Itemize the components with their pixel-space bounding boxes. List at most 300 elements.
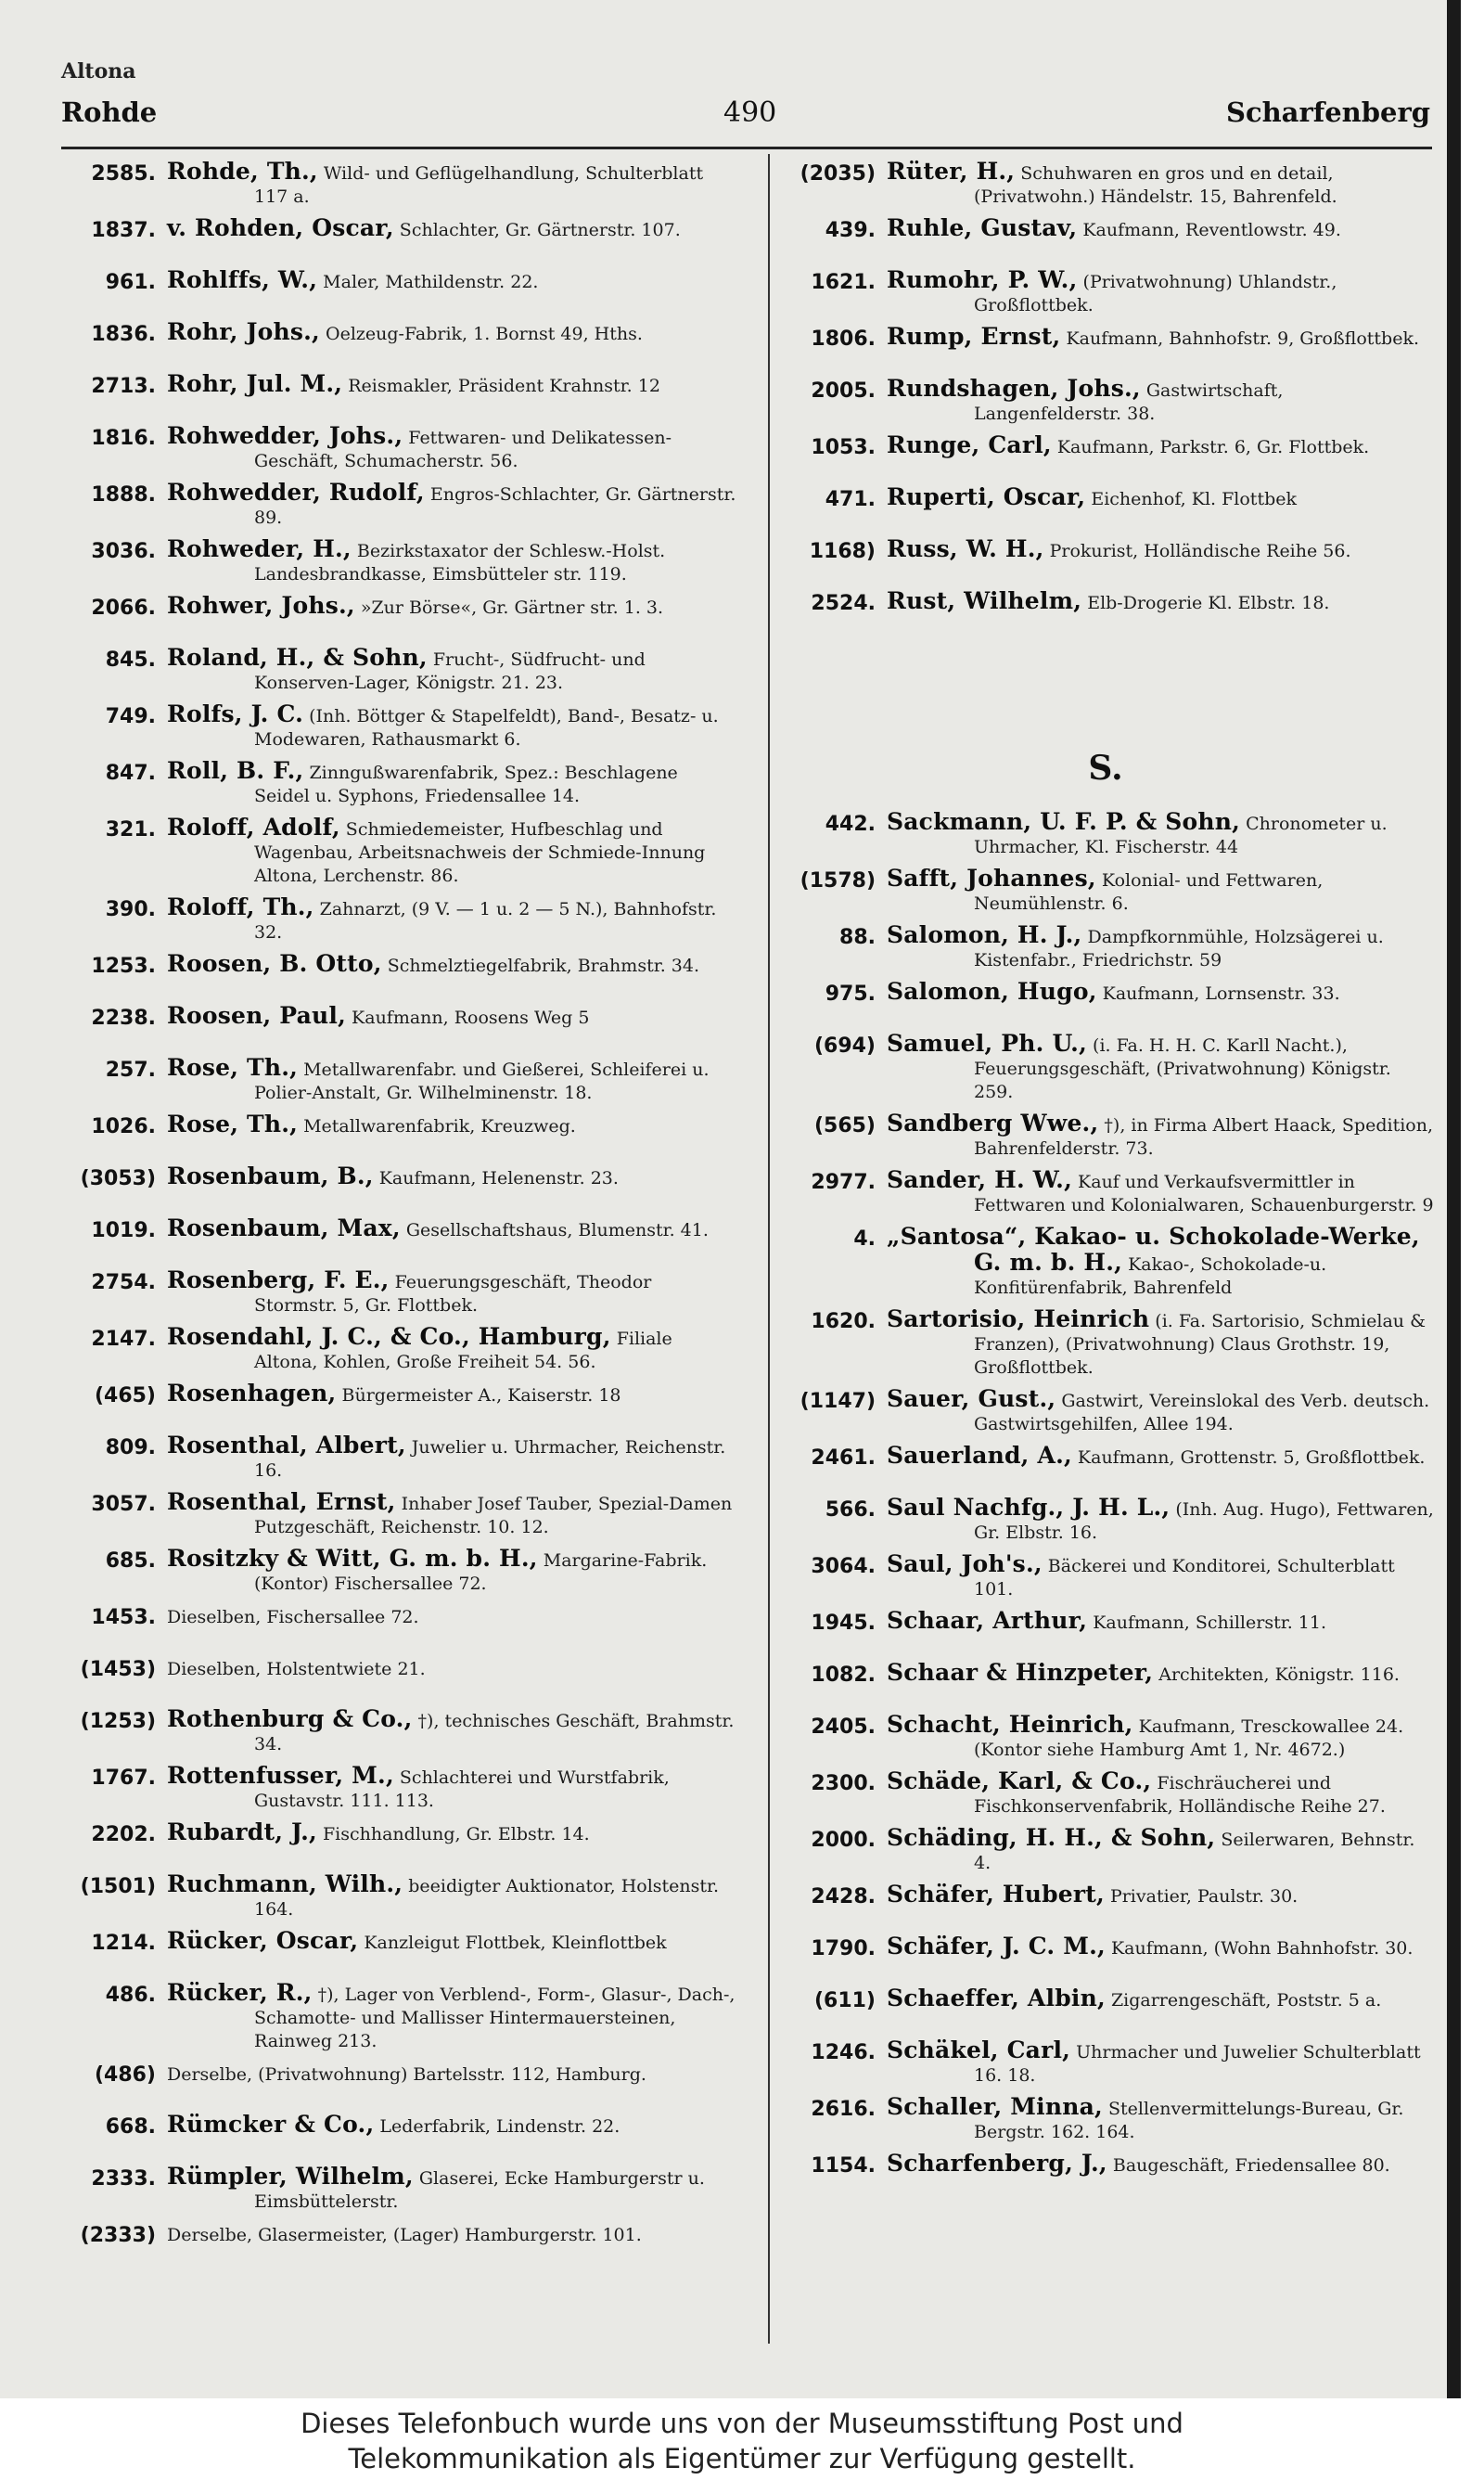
subscriber-name: Samuel, Ph. U.,	[887, 1030, 1087, 1057]
phone-number: 442.	[825, 813, 876, 836]
subscriber-name: Salomon, Hugo,	[887, 978, 1097, 1005]
directory-entry	[56, 2061, 738, 2105]
directory-entry	[56, 1655, 738, 1700]
directory-entry	[775, 1387, 1436, 1436]
entry-text	[887, 1882, 1436, 1908]
directory-entry	[56, 424, 738, 473]
phone-number: 2977.	[811, 1171, 876, 1194]
subscriber-name: Rosenthal, Albert,	[167, 1432, 406, 1458]
phone-number: 1816.	[91, 427, 156, 450]
entry-text	[167, 1655, 738, 1681]
directory-entry	[775, 377, 1436, 426]
subscriber-details: Fettwaren- und Delikatessen-Geschäft, Schumacherstr. 56.	[254, 428, 672, 471]
subscriber-name: Sauerland, A.,	[887, 1442, 1072, 1469]
subscriber-details: Lederfabrik, Lindenstr. 22.	[379, 2116, 620, 2137]
subscriber-details: Frucht-, Südfrucht- und Konserven-Lager, Königstr. 21. 23.	[254, 649, 646, 693]
subscriber-name: Rosenberg, F. E.,	[167, 1266, 390, 1293]
subscriber-name: Rücker, Oscar,	[167, 1927, 359, 1954]
phone-number: 1453.	[91, 1606, 156, 1629]
section-letter: S.	[1088, 749, 1123, 788]
phone-number: (3053)	[80, 1167, 156, 1190]
subscriber-details: Dieselben, Holstentwiete 21.	[167, 1659, 426, 1679]
entry-text	[887, 1934, 1436, 1960]
subscriber-details: Fischhandlung, Gr. Elbstr. 14.	[322, 1824, 590, 1844]
entry-text	[167, 1164, 738, 1190]
entry-text	[887, 1986, 1436, 2012]
entry-text	[887, 2152, 1436, 2178]
phone-number: 2066.	[91, 597, 156, 620]
phone-number: 1945.	[811, 1612, 876, 1635]
directory-entry	[56, 1216, 738, 1261]
entry-text	[167, 759, 738, 808]
directory-entry	[56, 1112, 738, 1157]
entry-text	[167, 2221, 738, 2247]
subscriber-details: Feuerungsgeschäft, Theodor Stormstr. 5, Gr. Flottbek.	[254, 1272, 652, 1316]
subscriber-details: Oelzeug-Fabrik, 1. Bornst 49, Hths.	[326, 324, 643, 344]
subscriber-details: Kauf und Verkaufsvermittler in Fettwaren und Kolonialwaren, Schauenburgerstr. 9	[974, 1172, 1434, 1215]
entry-text	[887, 867, 1436, 916]
entry-text	[167, 1056, 738, 1105]
subscriber-name: Rolfs, J. C.	[167, 700, 304, 727]
subscriber-name: Rumohr, P. W.,	[887, 266, 1078, 293]
subscriber-details: Glaserei, Ecke Hamburgerstr u. Eimsbüttelerstr.	[254, 2168, 705, 2212]
subscriber-details: (Inh. Aug. Hugo), Fettwaren, Gr. Elbstr. 16.	[974, 1499, 1434, 1543]
subscriber-name: Rosenthal, Ernst,	[167, 1488, 396, 1515]
subscriber-details: Juwelier u. Uhrmacher, Reichenstr. 16.	[254, 1437, 726, 1481]
entry-text	[167, 268, 738, 294]
directory-entry	[775, 268, 1436, 317]
directory-entry	[775, 160, 1436, 209]
entry-text	[167, 2113, 738, 2139]
directory-entry	[56, 2165, 738, 2214]
subscriber-details: Metallwarenfabr. und Gießerei, Schleiferei u. Polier-Anstalt, Gr. Wilhelminenstr. 18.	[254, 1060, 710, 1103]
footer-line-1: Dieses Telefonbuch wurde uns von der Museumsstiftung Post und	[301, 2408, 1183, 2439]
subscriber-name: Russ, W. H.,	[887, 535, 1044, 562]
subscriber-name: Saul, Joh's.,	[887, 1550, 1043, 1577]
directory-entry	[775, 1552, 1436, 1601]
phone-number: (694)	[813, 1034, 876, 1058]
entry-text	[887, 1661, 1436, 1687]
directory-entry	[775, 867, 1436, 916]
subscriber-details: Zinngußwarenfabrik, Spez.: Beschlagene Seidel u. Syphons, Friedensallee 14.	[254, 763, 678, 806]
directory-entry	[56, 320, 738, 365]
phone-number: 2147.	[91, 1328, 156, 1351]
entry-text	[167, 1112, 738, 1138]
phone-number: (1501)	[80, 1875, 156, 1898]
phone-number: 1837.	[91, 219, 156, 242]
phone-number: 685.	[105, 1549, 156, 1573]
phone-number: 1026.	[91, 1115, 156, 1138]
directory-entry	[775, 1661, 1436, 1705]
entry-text	[887, 1552, 1436, 1601]
entry-text	[167, 1872, 738, 1921]
subscriber-details: Kaufmann, (Wohn Bahnhofstr. 30.	[1110, 1938, 1414, 1959]
subscriber-name: Rohwedder, Rudolf,	[167, 479, 425, 506]
phone-number: 2754.	[91, 1271, 156, 1294]
subscriber-name: Rohwer, Johs.,	[167, 592, 355, 619]
directory-entry	[775, 589, 1436, 634]
directory-entry	[775, 1032, 1436, 1104]
subscriber-details: Kaufmann, Grottenstr. 5, Großflottbek.	[1077, 1447, 1426, 1468]
subscriber-details: Stellenvermittelungs-Bureau, Gr. Bergstr. 162. 164.	[974, 2099, 1404, 2142]
phone-number: 1168)	[809, 540, 876, 563]
directory-entry	[56, 1268, 738, 1317]
phone-number: 1246.	[811, 2041, 876, 2064]
entry-text	[167, 216, 738, 242]
entry-text	[167, 646, 738, 695]
left-column	[56, 160, 738, 2273]
directory-entry	[56, 1325, 738, 1374]
subscriber-name: Rump, Ernst,	[887, 323, 1061, 350]
phone-number: 2428.	[811, 1885, 876, 1908]
subscriber-name: Safft, Johannes,	[887, 865, 1096, 892]
entry-text	[887, 268, 1436, 317]
subscriber-details: Reismakler, Präsident Krahnstr. 12	[348, 376, 660, 396]
subscriber-name: Schaller, Minna,	[887, 2093, 1103, 2120]
subscriber-name: Roosen, Paul,	[167, 1002, 346, 1029]
subscriber-details: beeidigter Auktionator, Holstenstr. 164.	[254, 1876, 720, 1920]
entry-text	[887, 589, 1436, 615]
directory-entry	[775, 1307, 1436, 1380]
phone-number: 975.	[825, 983, 876, 1006]
subscriber-name: Schaar & Hinzpeter,	[887, 1659, 1154, 1686]
subscriber-details: Schmelztiegelfabrik, Brahmstr. 34.	[387, 956, 699, 976]
right-column-r-entries	[775, 160, 1436, 634]
directory-entry	[775, 2038, 1436, 2088]
directory-entry	[56, 1056, 738, 1105]
header-city: Altona	[61, 59, 136, 84]
directory-entry	[775, 810, 1436, 859]
subscriber-details: Seilerwaren, Behnstr. 4.	[974, 1830, 1415, 1873]
subscriber-details: Zigarrengeschäft, Poststr. 5 a.	[1110, 1990, 1382, 2011]
entry-text	[887, 433, 1436, 459]
subscriber-details: Gesellschaftshaus, Blumenstr. 41.	[405, 1220, 709, 1240]
subscriber-name: Schäkel, Carl,	[887, 2037, 1071, 2063]
subscriber-details: Kaufmann, Tresckowallee 24. (Kontor siehe Hamburg Amt 1, Nr. 4672.)	[974, 1716, 1404, 1760]
entry-text	[887, 1112, 1436, 1161]
directory-entry	[56, 1381, 738, 1426]
directory-entry	[56, 372, 738, 417]
phone-number: 1082.	[811, 1664, 876, 1687]
directory-entry	[775, 1168, 1436, 1217]
subscriber-details: »Zur Börse«, Gr. Gärtner str. 1. 3.	[360, 598, 664, 618]
column-divider	[768, 154, 770, 2344]
phone-number: 1836.	[91, 323, 156, 346]
scan-edge	[1447, 0, 1461, 2398]
subscriber-name: Rohde, Th.,	[167, 158, 318, 185]
subscriber-name: Rosenbaum, B.,	[167, 1163, 374, 1189]
subscriber-name: Roland, H., & Sohn,	[167, 644, 428, 671]
entry-text	[167, 537, 738, 586]
entry-text	[167, 1764, 738, 1813]
subscriber-details: Kaufmann, Reventlowstr. 49.	[1082, 220, 1341, 240]
entry-text	[167, 2061, 738, 2087]
phone-number: 4.	[853, 1227, 876, 1251]
footer-line-2: Telekommunikation als Eigentümer zur Verfügung gestellt.	[348, 2443, 1136, 2474]
phone-number: 1806.	[811, 328, 876, 351]
entry-text	[887, 485, 1436, 511]
subscriber-details: †), technisches Geschäft, Brahmstr. 34.	[254, 1711, 735, 1754]
directory-entry	[56, 2113, 738, 2157]
directory-entry	[56, 702, 738, 752]
subscriber-name: Rohr, Jul. M.,	[167, 370, 343, 397]
directory-entry	[775, 1225, 1436, 1300]
phone-number: (1147)	[800, 1390, 876, 1413]
subscriber-details: Schlachter, Gr. Gärtnerstr. 107.	[399, 220, 681, 240]
subscriber-details: Kakao-, Schokolade-u. Konfitürenfabrik, Bahrenfeld	[974, 1254, 1327, 1298]
entry-text	[887, 537, 1436, 563]
directory-entry	[775, 1826, 1436, 1875]
subscriber-name: Scharfenberg, J.,	[887, 2150, 1107, 2177]
subscriber-name: Rümpler, Wilhelm,	[167, 2163, 414, 2190]
subscriber-details: Schlachterei und Wurstfabrik, Gustavstr. 111. 113.	[254, 1767, 670, 1811]
subscriber-details: Bäckerei und Konditorei, Schulterblatt 101.	[974, 1556, 1395, 1600]
subscriber-details: †), Lager von Verblend-, Form-, Glasur-, Dach-, Schamotte- und Mallisser Hintermauersteinen, Rainweg 213.	[254, 1985, 736, 2051]
entry-text	[887, 2095, 1436, 2144]
subscriber-name: Rüter, H.,	[887, 158, 1016, 185]
phone-number: 961.	[105, 271, 156, 294]
directory-entry	[775, 1713, 1436, 1762]
subscriber-details: Derselbe, (Privatwohnung) Bartelsstr. 112, Hamburg.	[167, 2064, 646, 2085]
phone-number: 845.	[105, 649, 156, 672]
directory-entry	[775, 1934, 1436, 1979]
subscriber-details: Gastwirt, Vereinslokal des Verb. deutsch. Gastwirtsgehilfen, Allee 194.	[974, 1391, 1430, 1434]
entry-text	[887, 1713, 1436, 1762]
phone-number: 2005.	[811, 379, 876, 403]
phone-number: 1767.	[91, 1767, 156, 1790]
entry-text	[167, 1433, 738, 1483]
subscriber-name: Rose, Th.,	[167, 1054, 299, 1081]
directory-entry	[775, 923, 1436, 972]
subscriber-details: Eichenhof, Kl. Flottbek	[1091, 489, 1297, 509]
phone-number: 1888.	[91, 483, 156, 507]
directory-entry	[56, 952, 738, 996]
subscriber-details: Fischräucherei und Fischkonservenfabrik, Holländische Reihe 27.	[974, 1773, 1386, 1817]
subscriber-name: Rohlffs, W.,	[167, 266, 318, 293]
directory-entry	[56, 646, 738, 695]
phone-number: 3064.	[811, 1555, 876, 1578]
subscriber-details: Maler, Mathildenstr. 22.	[323, 272, 539, 292]
phone-number: 1214.	[91, 1932, 156, 1955]
header-left-keyword: Rohde	[61, 96, 158, 128]
subscriber-name: Roloff, Th.,	[167, 893, 314, 920]
directory-entry	[775, 1496, 1436, 1545]
phone-number: 321.	[105, 818, 156, 842]
entry-text	[887, 1496, 1436, 1545]
phone-number: 1019.	[91, 1219, 156, 1242]
subscriber-details: Kanzleigut Flottbek, Kleinflottbek	[364, 1933, 667, 1953]
phone-number: 2713.	[91, 375, 156, 398]
phone-number: 2405.	[811, 1715, 876, 1739]
entry-text	[887, 1225, 1436, 1300]
directory-entry	[56, 1820, 738, 1865]
phone-number: 809.	[105, 1436, 156, 1459]
header-rule	[61, 147, 1432, 149]
phone-number: 1790.	[811, 1937, 876, 1960]
phone-number: (565)	[813, 1114, 876, 1137]
entry-text	[167, 952, 738, 978]
subscriber-name: Rohwedder, Johs.,	[167, 422, 403, 449]
directory-entry	[56, 160, 738, 209]
entry-text	[167, 702, 738, 752]
phone-number: (2035)	[800, 162, 876, 186]
subscriber-name: Sauer, Gust.,	[887, 1385, 1056, 1412]
subscriber-details: Architekten, Königstr. 116.	[1158, 1664, 1400, 1685]
subscriber-details: Kaufmann, Bahnhofstr. 9, Großflottbek.	[1066, 328, 1420, 349]
phone-number: 1621.	[811, 271, 876, 294]
page-number: 490	[723, 96, 777, 129]
directory-entry	[56, 816, 738, 888]
directory-entry	[56, 1547, 738, 1596]
subscriber-name: Rosenhagen,	[167, 1380, 337, 1407]
directory-entry	[56, 537, 738, 586]
subscriber-name: Rubardt, J.,	[167, 1818, 317, 1845]
directory-entry	[56, 268, 738, 313]
entry-text	[167, 816, 738, 888]
entry-text	[167, 1707, 738, 1756]
phone-number: (611)	[813, 1989, 876, 2012]
phone-number: 749.	[105, 705, 156, 728]
phone-number: (1453)	[80, 1658, 156, 1681]
phone-number: (1253)	[80, 1710, 156, 1733]
subscriber-details: Gastwirtschaft, Langenfelderstr. 38.	[974, 380, 1284, 424]
directory-entry	[775, 2152, 1436, 2196]
subscriber-details: Baugeschäft, Friedensallee 80.	[1112, 2155, 1390, 2176]
phone-number: 2461.	[811, 1446, 876, 1470]
subscriber-details: Kaufmann, Helenenstr. 23.	[378, 1168, 619, 1189]
subscriber-details: Kaufmann, Lornsenstr. 33.	[1102, 983, 1340, 1004]
entry-text	[887, 1826, 1436, 1875]
entry-text	[887, 377, 1436, 426]
entry-text	[887, 325, 1436, 351]
subscriber-details: Inhaber Josef Tauber, Spezial-Damen Putzgeschäft, Reichenstr. 10. 12.	[254, 1494, 733, 1537]
phone-number: (486)	[94, 2063, 156, 2087]
subscriber-name: Schäfer, J. C. M.,	[887, 1933, 1106, 1960]
phone-number: (2333)	[80, 2224, 156, 2247]
entry-text	[167, 160, 738, 209]
subscriber-details: Derselbe, Glasermeister, (Lager) Hamburgerstr. 101.	[167, 2225, 642, 2245]
directory-entry	[56, 895, 738, 944]
entry-text	[167, 1547, 738, 1596]
subscriber-details: Zahnarzt, (9 V. — 1 u. 2 — 5 N.), Bahnhofstr. 32.	[254, 899, 717, 943]
subscriber-details: Kaufmann, Schillerstr. 11.	[1093, 1613, 1327, 1633]
subscriber-details: Engros-Schlachter, Gr. Gärtnerstr. 89.	[254, 484, 736, 528]
phone-number: 3036.	[91, 540, 156, 563]
subscriber-details: Margarine-Fabrik. (Kontor) Fischersallee 72.	[254, 1550, 708, 1594]
directory-entry	[56, 1490, 738, 1539]
entry-text	[887, 1307, 1436, 1380]
phone-number: 2616.	[811, 2098, 876, 2121]
directory-entry	[775, 485, 1436, 530]
directory-entry	[56, 1929, 738, 1973]
subscriber-details: Filiale Altona, Kohlen, Große Freiheit 54. 56.	[254, 1329, 672, 1372]
subscriber-name: Rohweder, H.,	[167, 535, 352, 562]
phone-number: 257.	[105, 1059, 156, 1082]
subscriber-details: Metallwarenfabrik, Kreuzweg.	[303, 1116, 576, 1137]
entry-text	[887, 1769, 1436, 1818]
subscriber-details: Prokurist, Holländische Reihe 56.	[1049, 541, 1351, 561]
footer-notice	[0, 2398, 1484, 2480]
subscriber-name: Ruhle, Gustav,	[887, 214, 1078, 241]
subscriber-details: (i. Fa. H. H. C. Karll Nacht.), Feuerungsgeschäft, (Privatwohnung) Königstr. 259.	[974, 1035, 1391, 1102]
directory-entry	[56, 594, 738, 638]
subscriber-details: Kaufmann, Parkstr. 6, Gr. Flottbek.	[1056, 437, 1370, 457]
subscriber-name: Ruchmann, Wilh.,	[167, 1870, 403, 1897]
right-column-s-entries	[775, 810, 1436, 2196]
phone-number: 2524.	[811, 592, 876, 615]
subscriber-name: Rohr, Johs.,	[167, 318, 320, 345]
directory-entry	[56, 481, 738, 530]
entry-text	[167, 1325, 738, 1374]
entry-text	[887, 1387, 1436, 1436]
entry-text	[167, 1981, 738, 2053]
subscriber-name: Rust, Wilhelm,	[887, 587, 1082, 614]
subscriber-name: Rundshagen, Johs.,	[887, 375, 1141, 402]
directory-entry	[56, 1004, 738, 1048]
subscriber-name: Roloff, Adolf,	[167, 814, 340, 841]
subscriber-name: Salomon, H. J.,	[887, 921, 1082, 948]
subscriber-name: Sandberg Wwe.,	[887, 1110, 1099, 1137]
subscriber-name: Rosendahl, J. C., & Co., Hamburg,	[167, 1323, 611, 1350]
entry-text	[167, 1216, 738, 1242]
directory-entry	[775, 1986, 1436, 2031]
entry-text	[167, 1268, 738, 1317]
subscriber-name: „Santosa“, Kakao- u. Schokolade-Werke, G. m. b. H.,	[887, 1223, 1420, 1276]
directory-entry	[775, 1609, 1436, 1653]
subscriber-name: Saul Nachfg., J. H. L.,	[887, 1494, 1171, 1521]
entry-text	[167, 1820, 738, 1846]
subscriber-name: Rositzky & Witt, G. m. b. H.,	[167, 1545, 538, 1572]
directory-entry	[56, 1603, 738, 1648]
subscriber-details: (i. Fa. Sartorisio, Schmielau & Franzen), (Privatwohnung) Claus Grothstr. 19, Großflottbek.	[974, 1311, 1426, 1378]
entry-text	[167, 372, 738, 398]
subscriber-details: †), in Firma Albert Haack, Spedition, Bahrenfelderstr. 73.	[974, 1115, 1434, 1159]
subscriber-details: Wild- und Geflügelhandlung, Schulterblatt 117 a.	[254, 163, 704, 207]
phone-number: 2585.	[91, 162, 156, 186]
directory-entry	[775, 216, 1436, 261]
directory-entry	[775, 1882, 1436, 1927]
entry-text	[167, 424, 738, 473]
directory-entry	[775, 1112, 1436, 1161]
entry-text	[887, 980, 1436, 1006]
subscriber-details: Bezirkstaxator der Schlesw.-Holst. Landesbrandkasse, Eimsbütteler str. 119.	[254, 541, 666, 585]
subscriber-name: Schäfer, Hubert,	[887, 1881, 1105, 1908]
phone-number: 847.	[105, 762, 156, 785]
entry-text	[167, 1929, 738, 1955]
entry-text	[887, 810, 1436, 859]
subscriber-name: Schaeffer, Albin,	[887, 1985, 1106, 2011]
entry-text	[167, 1381, 738, 1407]
subscriber-details: Bürgermeister A., Kaiserstr. 18	[341, 1385, 621, 1406]
entry-text	[887, 1168, 1436, 1217]
subscriber-name: Rottenfusser, M.,	[167, 1762, 394, 1789]
entry-text	[167, 594, 738, 620]
subscriber-details: Dampfkornmühle, Holzsägerei u. Kistenfabr., Friedrichstr. 59	[974, 927, 1384, 970]
directory-entry	[56, 1872, 738, 1921]
subscriber-name: Schacht, Heinrich,	[887, 1711, 1133, 1738]
subscriber-details: (Privatwohnung) Uhlandstr., Großflottbek.	[974, 272, 1337, 315]
entry-text	[167, 1603, 738, 1629]
subscriber-name: Rothenburg & Co.,	[167, 1705, 413, 1732]
subscriber-name: Sander, H. W.,	[887, 1166, 1072, 1193]
directory-entry	[56, 1764, 738, 1813]
subscriber-name: Roll, B. F.,	[167, 757, 304, 784]
entry-text	[887, 2038, 1436, 2088]
subscriber-details: Dieselben, Fischersallee 72.	[167, 1607, 419, 1627]
phone-number: 471.	[825, 488, 876, 511]
subscriber-details: Kolonial- und Fettwaren, Neumühlenstr. 6.	[974, 870, 1324, 914]
entry-text	[887, 1609, 1436, 1635]
